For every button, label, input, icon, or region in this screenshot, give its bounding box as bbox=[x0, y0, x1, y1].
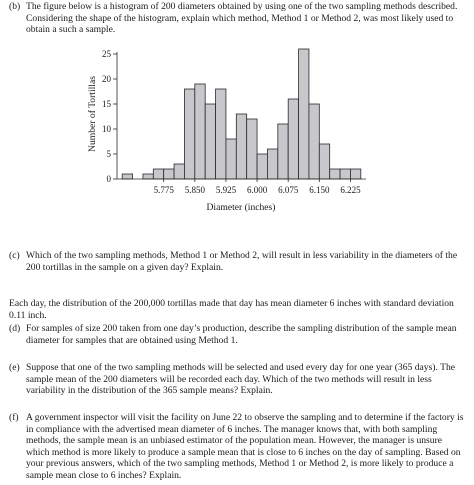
histogram-bar-11 bbox=[247, 119, 257, 179]
part-d-text: For samples of size 200 taken from one day’s production, describe the sampling distribution of the sample mean diameter for samples that are obtained using Method 1. bbox=[26, 323, 457, 346]
histogram-bar-12 bbox=[257, 154, 267, 179]
x-tick-label: 6.075 bbox=[278, 185, 299, 195]
histogram-bar-3 bbox=[164, 169, 174, 179]
histogram-bar-10 bbox=[236, 114, 246, 179]
histogram-bar-20 bbox=[340, 169, 350, 179]
y-tick-label: 20 bbox=[102, 74, 111, 84]
histogram-bar-21 bbox=[350, 169, 360, 179]
histogram-bar-14 bbox=[278, 124, 288, 179]
part-e-text: Suppose that one of the two sampling methods will be selected and used every day for one year (365 days). The sample mean of the 200 diameters will be recorded each day. Which of the two methods will result in less variability in the distribution of the 365 sample means? Explain. bbox=[26, 362, 456, 397]
histogram-bar-5 bbox=[184, 89, 194, 179]
histogram-bar-6 bbox=[195, 84, 205, 179]
y-axis-label: Number of Tortillas bbox=[87, 76, 98, 152]
histogram-bar-0 bbox=[122, 174, 132, 179]
part-e-label: (e) bbox=[9, 362, 20, 373]
histogram-bar-7 bbox=[205, 104, 215, 179]
histogram-bar-4 bbox=[174, 164, 184, 179]
histogram-bar-2 bbox=[153, 169, 163, 179]
y-tick-label: 5 bbox=[106, 149, 111, 159]
x-tick-label: 5.925 bbox=[215, 185, 237, 195]
x-axis-label: Diameter (inches) bbox=[206, 202, 276, 213]
part-c bbox=[9, 250, 467, 273]
part-f bbox=[9, 412, 467, 482]
y-tick-label: 0 bbox=[106, 174, 111, 184]
histogram-bar-9 bbox=[226, 139, 236, 179]
y-tick-label: 10 bbox=[102, 124, 111, 134]
part-f-label: (f) bbox=[9, 412, 19, 423]
histogram-bar-16 bbox=[299, 49, 309, 179]
y-tick-label: 25 bbox=[102, 49, 111, 59]
histogram-bar-18 bbox=[319, 144, 329, 179]
part-b-label: (b) bbox=[9, 1, 21, 12]
histogram-bar-13 bbox=[267, 149, 277, 179]
histogram-bar-17 bbox=[309, 104, 319, 179]
part-c-label: (c) bbox=[9, 250, 20, 261]
histogram-bar-15 bbox=[288, 99, 298, 179]
part-f-text: A government inspector will visit the facility on June 22 to observe the sampling and to determine if the factory is in compliance with the advertised mean diameter of 6 inches. The manager knows that, with both sampling methods, the sample mean is an unbiased estimator of the population mean. However, the manager is unsure which method is more likely to produce a sample mean that is close to 6 inches on the day of sampling. Based on your previous answers, which of the two sampling methods, Method 1 or Method 2, is more likely to produce a sample mean close to 6 inches? Explain. bbox=[26, 412, 464, 481]
x-tick-label: 6.225 bbox=[340, 185, 361, 195]
part-c-text: Which of the two sampling methods, Method 1 or Method 2, will result in less variability in the diameters of the 200 tortillas in the sample on a given day? Explain. bbox=[26, 250, 458, 273]
x-tick-label: 5.775 bbox=[153, 185, 174, 195]
y-tick-label: 15 bbox=[102, 99, 111, 109]
histogram-bar-1 bbox=[143, 174, 153, 179]
histogram-bar-8 bbox=[216, 89, 226, 179]
part-b-text: The figure below is a histogram of 200 diameters obtained by using one of the two sampling methods described. Considering the shape of the histogram, explain which method, Method 1 or Method 2, was most likely used to obtain a such a sample. bbox=[26, 1, 458, 36]
part-d-label: (d) bbox=[9, 323, 21, 334]
histogram-chart bbox=[0, 0, 474, 240]
x-tick-label: 6.000 bbox=[246, 185, 268, 195]
x-tick-label: 6.150 bbox=[309, 185, 330, 195]
histogram-bar-19 bbox=[330, 169, 340, 179]
x-tick-label: 5.850 bbox=[184, 185, 205, 195]
intro-paragraph: Each day, the distribution of the 200,000 tortillas made that day has mean diameter 6 inches with standard deviation 0.11 inch. bbox=[9, 298, 454, 321]
part-d bbox=[9, 323, 467, 346]
part-e bbox=[9, 362, 467, 397]
